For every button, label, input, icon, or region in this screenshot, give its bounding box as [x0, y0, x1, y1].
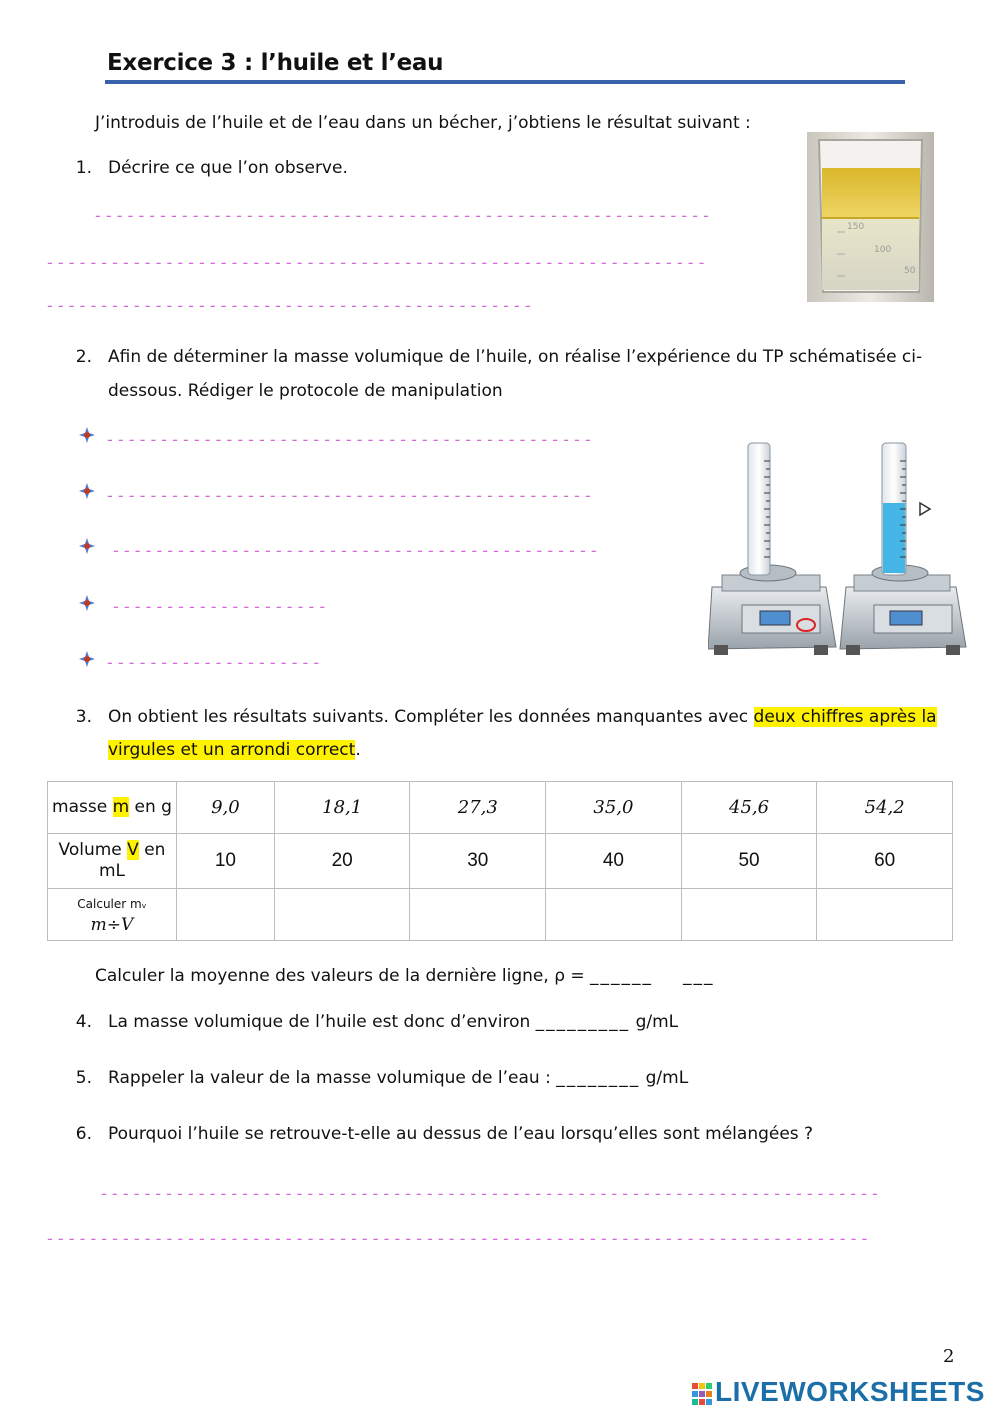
q3-highlight-b: virgules et un arrondi correct	[108, 740, 356, 760]
q1-answer-line-2[interactable]: - - - - - - - - - - - - - - - - - - - - - - - - - - - - - - - - - - - - - - - - - - - - - - - - - - - - - - - - - - - - -	[47, 253, 705, 272]
beaker-photo	[807, 132, 934, 302]
scale-empty-cylinder	[708, 443, 836, 655]
q4-text: La masse volumique de l’huile est donc d’environ	[108, 1012, 536, 1032]
mass-header-cell	[48, 782, 177, 834]
q1-text: Décrire ce que l’on observe.	[108, 158, 348, 178]
volume-value-cell: 30	[410, 834, 546, 889]
q3-highlight-a: deux chiffres après la	[753, 707, 937, 727]
protocol-step-line-1[interactable]: - - - - - - - - - - - - - - - - - - - - - - - - - - - - - - - - - - - - - - - - - - - - -	[107, 430, 591, 449]
calc-answer-cell[interactable]	[817, 889, 953, 941]
liveworksheets-mark-icon	[692, 1383, 712, 1405]
q6-text: Pourquoi l’huile se retrouve-t-elle au dessus de l’eau lorsqu’elles sont mélangées ?	[108, 1124, 814, 1144]
mean-text: Calculer la moyenne des valeurs de la dernière ligne, ρ =	[95, 966, 591, 986]
bullet-diamond-icon	[79, 427, 95, 443]
calc-label-line-1: Calculer mᵥ	[77, 896, 147, 911]
q3-text-line-2	[108, 739, 361, 761]
meniscus-pointer-icon	[920, 503, 930, 515]
beaker-mark-50: 50	[904, 266, 916, 276]
calc-answer-cell[interactable]	[274, 889, 410, 941]
calc-answer-cell[interactable]	[681, 889, 817, 941]
calc-answer-cell[interactable]	[546, 889, 682, 941]
mass-value-cell: 45,6	[681, 782, 817, 834]
protocol-step-line-3[interactable]: - - - - - - - - - - - - - - - - - - - - - - - - - - - - - - - - - - - - - - - - - - - - -	[113, 541, 597, 560]
bullet-diamond-icon	[79, 651, 95, 667]
q3-number: 3.	[75, 707, 92, 727]
liveworksheets-logo	[692, 1376, 985, 1408]
volume-value-cell: 40	[546, 834, 682, 889]
q2-number: 2.	[75, 347, 92, 367]
scale-filled-cylinder	[840, 443, 966, 655]
mass-value-cell: 9,0	[177, 782, 275, 834]
q6-answer-line-1[interactable]: - - - - - - - - - - - - - - - - - - - - - - - - - - - - - - - - - - - - - - - - - - - - - - - - - - - - - - - - - - - - - - - - - - - - - - - -	[101, 1184, 878, 1203]
bullet-diamond-icon	[79, 483, 95, 499]
table-row-mass	[48, 782, 953, 834]
page-number: 2	[943, 1346, 955, 1367]
scales-cylinders-illustration	[708, 437, 970, 665]
q4-line	[108, 1011, 678, 1033]
volume-header-cell	[48, 834, 177, 889]
volume-value-cell: 50	[681, 834, 817, 889]
title-underline	[105, 80, 905, 84]
bullet-diamond-icon	[79, 595, 95, 611]
mass-label-post: en g	[129, 797, 172, 817]
q2-text-line-2: dessous. Rédiger le protocole de manipulation	[108, 381, 503, 401]
exercise-title: Exercice 3 : l’huile et l’eau	[107, 50, 444, 76]
volume-value-cell: 60	[817, 834, 953, 889]
q5-blank[interactable]: ________	[556, 1068, 641, 1088]
calc-answer-cell[interactable]	[177, 889, 275, 941]
calc-header-cell	[48, 889, 177, 941]
q3-text-a: On obtient les résultats suivants. Compléter les données manquantes avec	[108, 707, 754, 727]
oil-layer	[822, 168, 920, 218]
q5-text: Rappeler la valeur de la masse volumique de l’eau :	[108, 1068, 557, 1088]
q1-number: 1.	[75, 158, 92, 178]
mass-value-cell: 27,3	[410, 782, 546, 834]
q5-number: 5.	[75, 1068, 92, 1088]
calc-label-line-2: m÷V	[90, 914, 134, 935]
protocol-step-line-2[interactable]: - - - - - - - - - - - - - - - - - - - - - - - - - - - - - - - - - - - - - - - - - - - - -	[107, 486, 591, 505]
q4-unit: g/mL	[630, 1012, 679, 1032]
mass-value-cell: 54,2	[817, 782, 953, 834]
q4-blank[interactable]: _________	[535, 1012, 631, 1032]
mass-value-cell: 35,0	[546, 782, 682, 834]
q1-answer-line-3[interactable]: - - - - - - - - - - - - - - - - - - - - - - - - - - - - - - - - - - - - - - - - - - - - -	[47, 296, 531, 315]
q1-answer-line-1[interactable]: - - - - - - - - - - - - - - - - - - - - - - - - - - - - - - - - - - - - - - - - - - - - - - - - - - - - - - - - -	[95, 206, 709, 225]
mean-blank-2[interactable]: ___	[683, 966, 715, 986]
table-row-calc	[48, 889, 953, 941]
q2-text-line-1: Afin de déterminer la masse volumique de l’huile, on réalise l’expérience du TP schématisée ci-	[108, 347, 923, 367]
water-layer	[822, 218, 919, 290]
water-column	[883, 503, 905, 573]
mean-line	[95, 965, 715, 987]
beaker-mark-150: 150	[847, 222, 865, 232]
volume-label-pre: Volume	[58, 840, 128, 860]
mass-label-var: m	[112, 797, 130, 817]
volume-value-cell: 20	[274, 834, 410, 889]
protocol-step-line-5[interactable]: - - - - - - - - - - - - - - - - - - - -	[107, 653, 320, 672]
mass-label-pre: masse	[52, 797, 113, 817]
table-row-volume	[48, 834, 953, 889]
volume-label-post: en mL	[98, 840, 166, 881]
q6-number: 6.	[75, 1124, 92, 1144]
q6-answer-line-2[interactable]: - - - - - - - - - - - - - - - - - - - - - - - - - - - - - - - - - - - - - - - - - - - - - - - - - - - - - - - - - - - - - - - - - - - - - - - - - - - -	[47, 1229, 868, 1248]
q4-number: 4.	[75, 1012, 92, 1032]
intro-text: J’introduis de l’huile et de l’eau dans un bécher, j’obtiens le résultat suivant :	[95, 113, 751, 133]
volume-label-var: V	[127, 840, 139, 860]
volume-value-cell: 10	[177, 834, 275, 889]
beaker-mark-100: 100	[874, 245, 892, 255]
q3-end: .	[355, 740, 361, 760]
mass-value-cell: 18,1	[274, 782, 410, 834]
mean-blank-1[interactable]: ______	[590, 966, 654, 986]
bullet-diamond-icon	[79, 538, 95, 554]
results-table	[47, 781, 953, 941]
q5-unit: g/mL	[640, 1068, 689, 1088]
calc-answer-cell[interactable]	[410, 889, 546, 941]
logo-text: LIVEWORKSHEETS	[715, 1376, 985, 1407]
q5-line	[108, 1067, 688, 1089]
protocol-step-line-4[interactable]: - - - - - - - - - - - - - - - - - - - -	[113, 597, 326, 616]
q3-text-line-1	[108, 706, 937, 728]
